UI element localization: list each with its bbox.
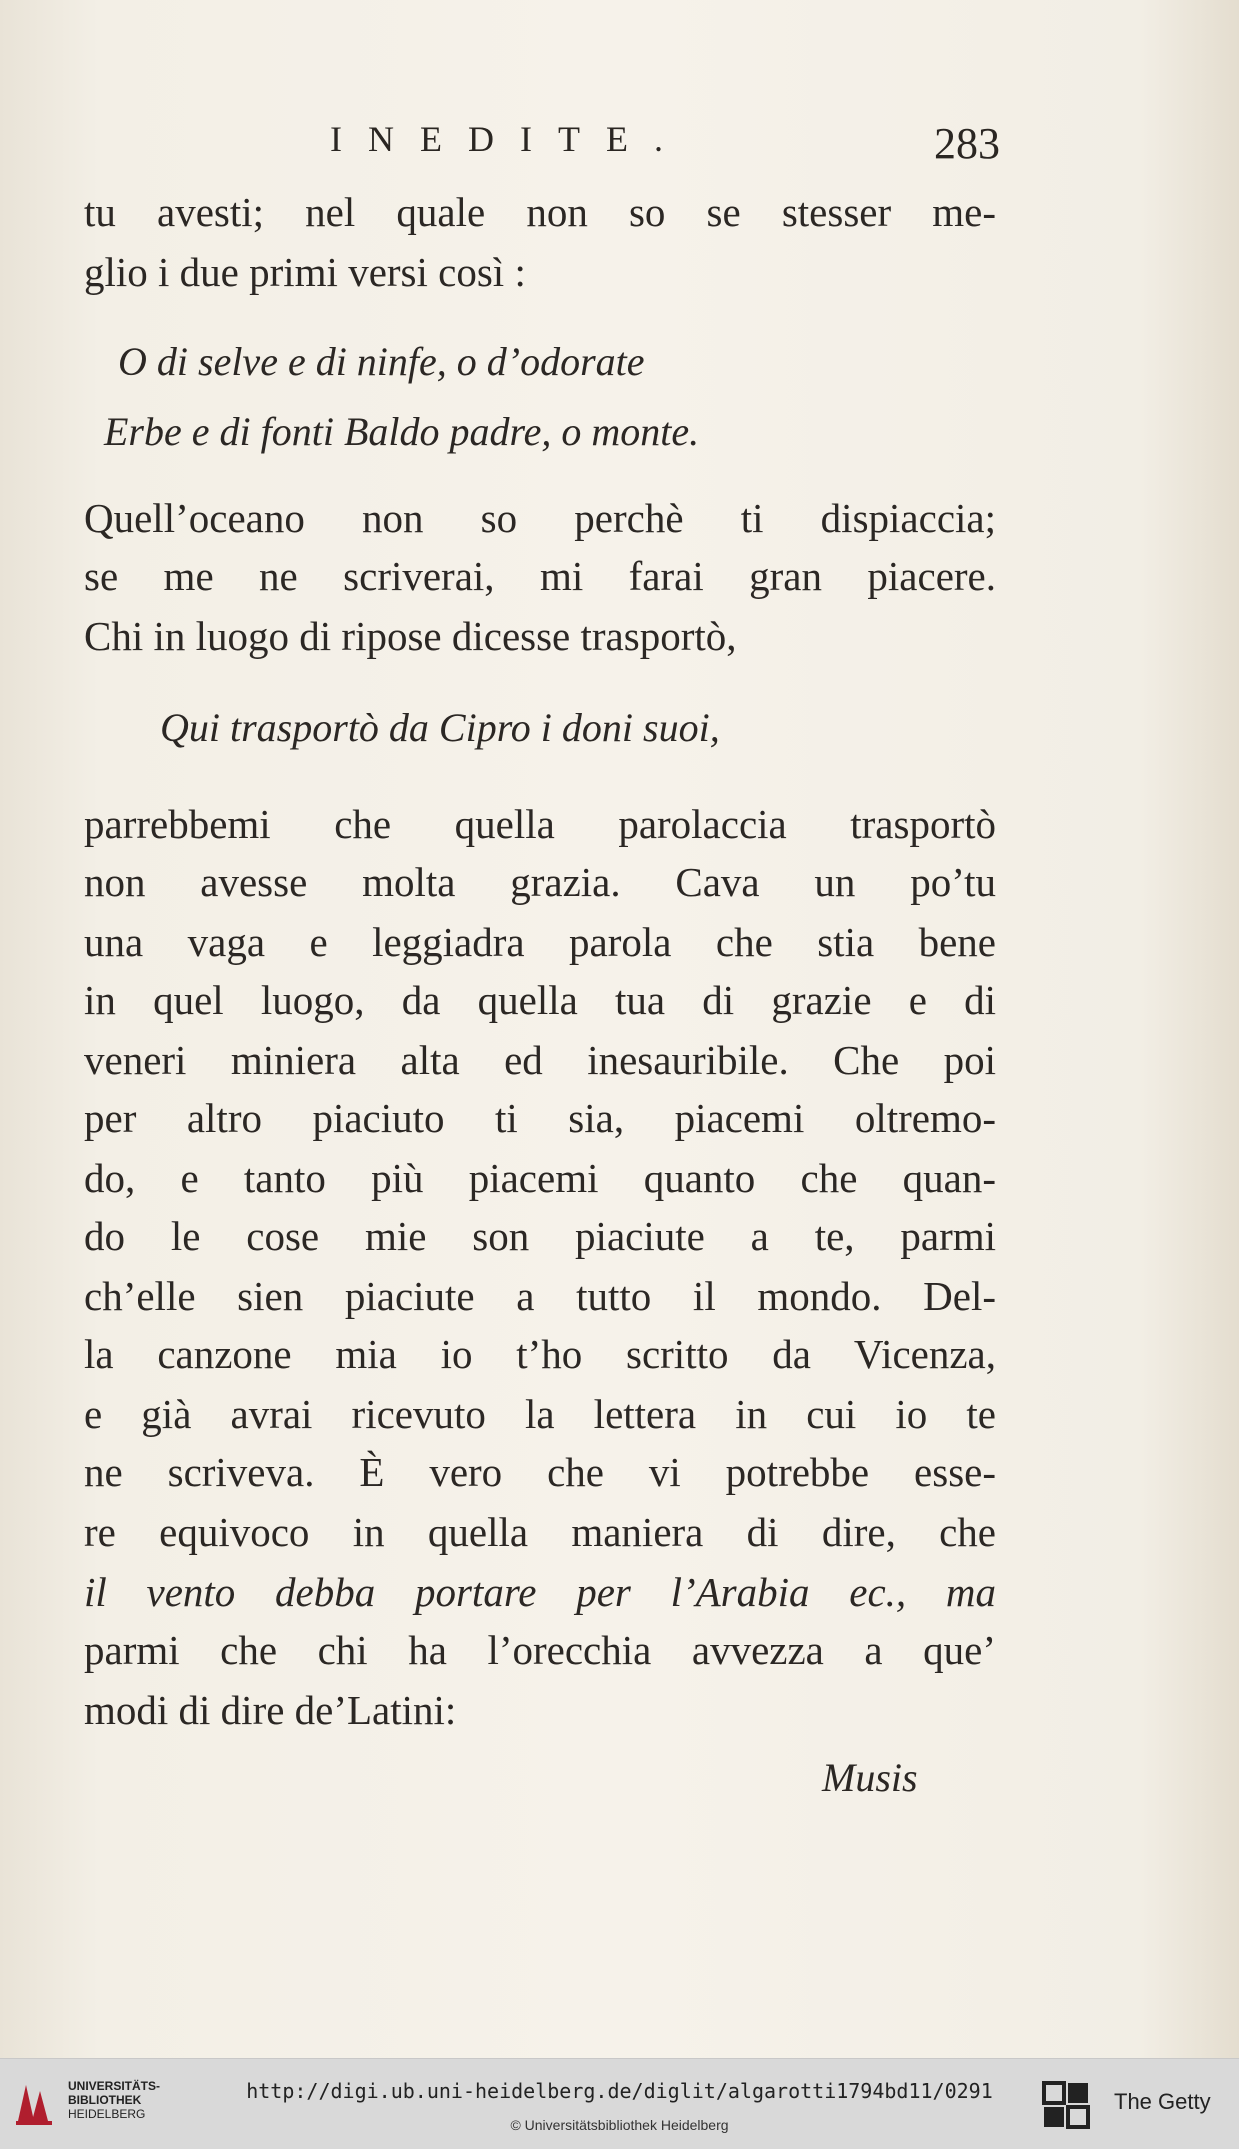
text-line: il vento debba portare per l’Arabia ec., ma [84, 1569, 996, 1615]
text-line: Chi in luogo di ripose dicesse trasportò, [84, 613, 737, 659]
text-line: veneri miniera alta ed inesauribile. Che poi [84, 1037, 996, 1083]
text-line: la canzone mia io t’ho scritto da Vicenza, [84, 1331, 996, 1377]
text-line: per altro piaciuto ti sia, piacemi oltremo- [84, 1095, 996, 1141]
getty-logo-icon [1042, 2081, 1090, 2129]
text-line: e già avrai ricevuto la lettera in cui io te [84, 1391, 996, 1437]
text-line: ch’elle sien piaciute a tutto il mondo. Del- [84, 1273, 996, 1319]
text-line: parmi che chi ha l’orecchia avvezza a que’ [84, 1627, 996, 1673]
text-line: una vaga e leggiadra parola che stia bene [84, 919, 996, 965]
text-line: re equivoco in quella maniera di dire, che [84, 1509, 996, 1555]
running-head: INEDITE. [330, 119, 689, 159]
copyright-notice: © Universitätsbibliothek Heidelberg [510, 2117, 729, 2133]
viewer-footer [0, 2058, 1239, 2149]
logo-line: HEIDELBERG [68, 2107, 146, 2121]
text-line: non avesse molta grazia. Cava un po’tu [84, 859, 996, 905]
text-line: do le cose mie son piaciute a te, parmi [84, 1213, 996, 1259]
text-line: ne scriveva. È vero che vi potrebbe esse- [84, 1449, 996, 1495]
text-line: in quel luogo, da quella tua di grazie e di [84, 977, 996, 1023]
verse-line: O di selve e di ninfe, o d’odorate [118, 339, 645, 384]
text-line: glio i due primi versi così : [84, 249, 526, 295]
text-line: se me ne scriverai, mi farai gran piacere. [84, 553, 996, 599]
text-line: do, e tanto più piacemi quanto che quan- [84, 1155, 996, 1201]
page-number: 283 [934, 119, 1000, 168]
logo-line: BIBLIOTHEK [68, 2093, 142, 2107]
catchword: Musis [822, 1755, 918, 1800]
text-line: parrebbemi che quella parolaccia trasportò [84, 801, 996, 847]
text-line: modi di dire de’Latini: [84, 1687, 457, 1733]
text-line: tu avesti; nel quale non so se stesser me- [84, 189, 996, 235]
getty-label: The Getty [1114, 2089, 1211, 2114]
text-line: Quell’oceano non so perchè ti dispiaccia; [84, 495, 996, 541]
logo-line: UNIVERSITÄTS- [68, 2079, 161, 2093]
verse-line: Erbe e di fonti Baldo padre, o monte. [104, 409, 700, 454]
permalink-url[interactable]: http://digi.ub.uni-heidelberg.de/diglit/algarotti1794bd11/0291 [246, 2079, 993, 2103]
verse-line: Qui trasportò da Cipro i doni suoi, [160, 705, 720, 750]
